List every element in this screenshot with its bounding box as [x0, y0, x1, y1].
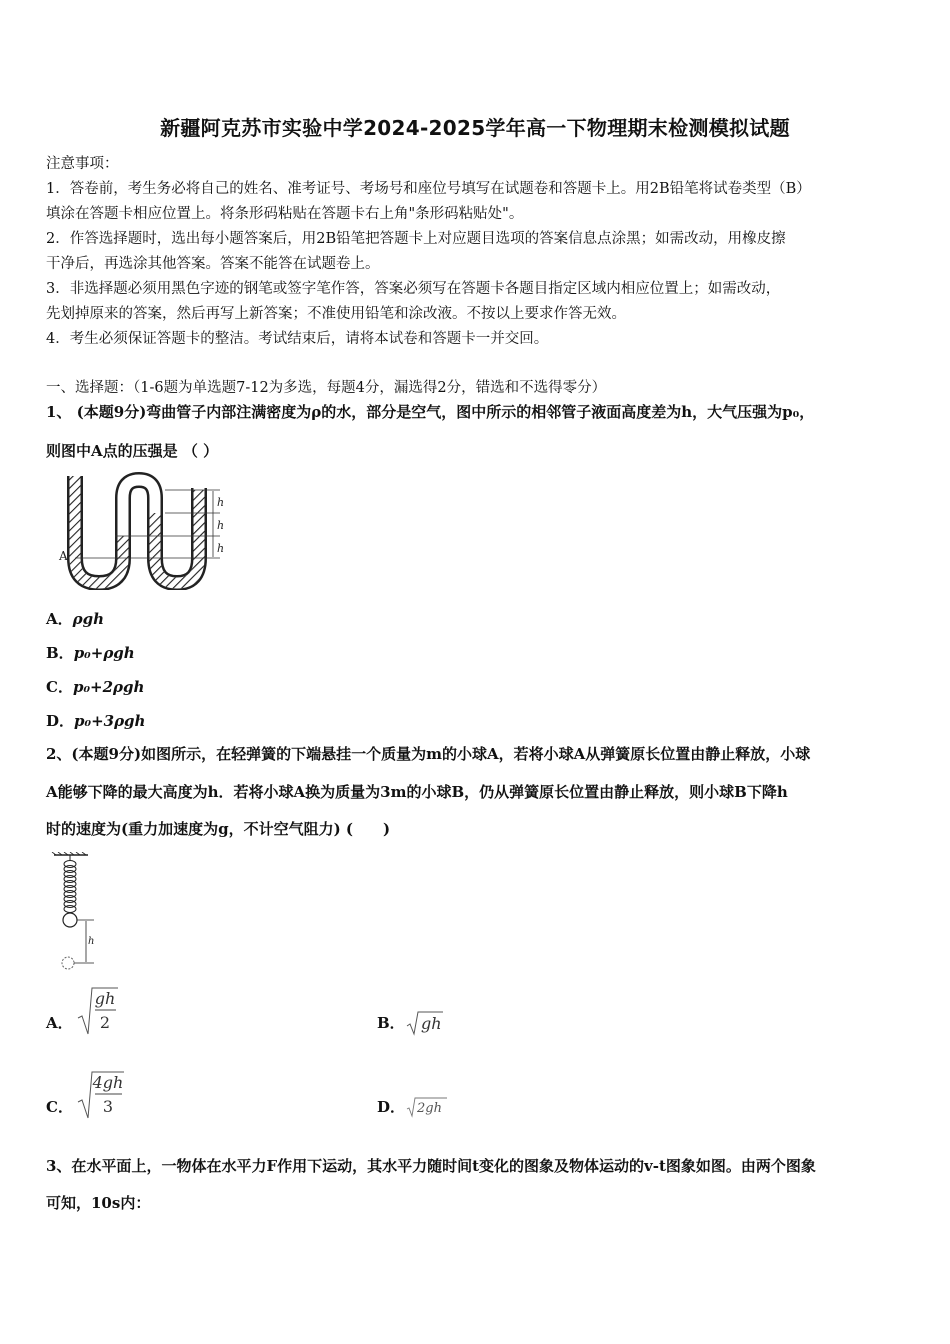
option-text: p₀+3ρgh — [74, 712, 146, 730]
notice-line: 4．考生必须保证答题卡的整洁。考试结束后，请将本试卷和答题卡一并交回。 — [46, 331, 549, 347]
q2-option-a — [46, 1012, 73, 1033]
formula-numerator: gh — [94, 989, 116, 1008]
q2-option-b-formula — [405, 1010, 445, 1036]
option-label: C． — [46, 678, 73, 696]
q1-point-a-label: A — [59, 549, 68, 563]
section-heading: 一、选择题：（1-6题为单选题7-12为多选，每题4分，漏选得2分，错选和不选得零分） — [46, 380, 607, 396]
q1-h-label: h — [217, 519, 225, 532]
q1-bent-tube-figure — [55, 468, 245, 590]
q1-option-d — [46, 710, 145, 731]
option-label: B． — [377, 1014, 405, 1032]
option-text: ρgh — [72, 610, 105, 628]
q1-stem-line2: 则图中A点的压强是 （ ） — [46, 442, 219, 460]
option-label: B． — [46, 644, 74, 662]
q2-stem-line2: A能够下降的最大高度为h．若将小球A换为质量为3m的小球B，仍从弹簧原长位置由静止释放，则小球B下降h — [46, 783, 788, 801]
q2-stem-line3: 时的速度为(重力加速度为g，不计空气阻力) ( ) — [46, 820, 391, 838]
q2-option-c — [46, 1096, 73, 1117]
option-label: A． — [46, 610, 73, 628]
notice-heading: 注意事项： — [46, 156, 119, 172]
q1-option-a — [46, 608, 104, 629]
option-label: C． — [46, 1098, 73, 1116]
q1-option-c — [46, 676, 144, 697]
q2-option-d — [377, 1096, 405, 1117]
q2-option-d-formula — [405, 1096, 449, 1118]
notice-line: 1．答卷前，考生务必将自己的姓名、准考证号、考场号和座位号填写在试题卷和答题卡上。用2B铅笔将试卷类型（B） — [46, 181, 811, 197]
option-label: D． — [377, 1098, 406, 1116]
notice-line: 3．非选择题必须用黑色字迹的钢笔或签字笔作答，答案必须写在答题卡各题目指定区域内相应位置上；如需改动， — [46, 281, 781, 297]
q1-h-label: h — [217, 542, 225, 555]
formula-radicand: gh — [421, 1014, 442, 1033]
option-text: p₀+ρgh — [73, 644, 135, 662]
q2-option-c-formula — [76, 1070, 126, 1122]
notice-line: 填涂在答题卡相应位置上。将条形码粘贴在答题卡右上角"条形码粘贴处"。 — [46, 206, 524, 222]
option-text: p₀+2ρgh — [72, 678, 145, 696]
q2-stem-line1: 2、(本题9分)如图所示，在轻弹簧的下端悬挂一个质量为m的小球A，若将小球A从弹簧原长位置由静止释放，小球 — [46, 745, 811, 763]
formula-numerator: 4gh — [92, 1073, 124, 1092]
notice-line: 干净后，再选涂其他答案。答案不能答在试题卷上。 — [46, 256, 380, 272]
q2-option-b — [377, 1012, 405, 1033]
formula-radicand: 2gh — [417, 1101, 442, 1116]
notice-line: 2．作答选择题时，选出每小题答案后，用2B铅笔把答题卡上对应题目选项的答案信息点涂黑；如需改动，用橡皮擦 — [46, 231, 786, 247]
option-label: D． — [46, 712, 75, 730]
notice-line: 先划掉原来的答案，然后再写上新答案；不准使用铅笔和涂改液。不按以上要求作答无效。 — [46, 306, 626, 322]
q2-h-label: h — [88, 936, 95, 947]
q1-h-label: h — [217, 496, 225, 509]
formula-denominator: 2 — [99, 1013, 111, 1032]
option-label: A． — [46, 1014, 73, 1032]
formula-denominator: 3 — [102, 1097, 114, 1116]
q1-stem-line1: 1、 (本题9分)弯曲管子内部注满密度为ρ的水，部分是空气，图中所示的相邻管子液面高度差为h，大气压强为p₀， — [46, 403, 815, 421]
q3-stem-line2: 可知，10s内： — [46, 1194, 151, 1212]
q2-spring-figure — [50, 852, 110, 972]
q3-stem-line1: 3、在水平面上，一物体在水平力F作用下运动，其水平力随时间t变化的图象及物体运动的v-t图象如图。由两个图象 — [46, 1157, 816, 1175]
q2-option-a-formula — [76, 986, 120, 1038]
q1-option-b — [46, 642, 135, 663]
page-title: 新疆阿克苏市实验中学2024-2025学年高一下物理期末检测模拟试题 — [160, 116, 790, 140]
